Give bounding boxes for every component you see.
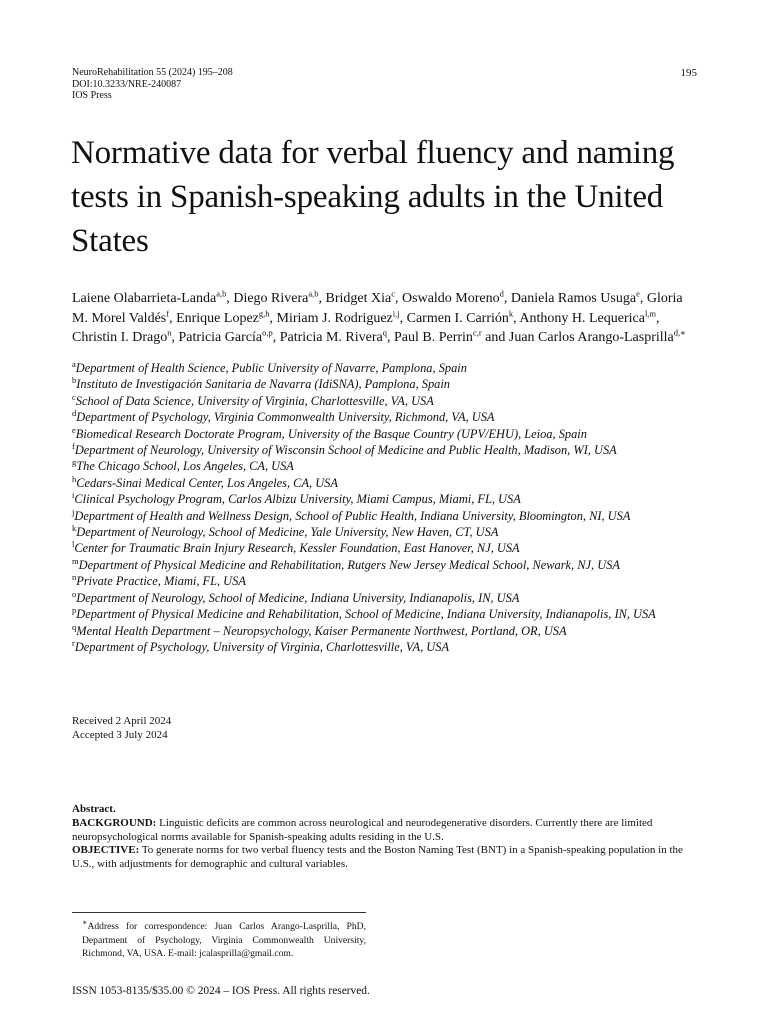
received-date: Received 2 April 2024 [72, 715, 172, 727]
author-name: Enrique Lopez [176, 310, 259, 326]
footnote-text: Address for correspondence: Juan Carlos Arango-Lasprilla, PhD, Department of Psychology, Virginia Commonwealth University, Richmond, VA, USA. E-mail: jcalasprilla@gmail.com. [82, 921, 366, 960]
affiliation-text: Department of Neurology, University of Wisconsin School of Medicine and Public Health, Madison, WI, USA [74, 443, 617, 458]
affiliation-key: g [72, 457, 77, 468]
affiliation-key: n [72, 572, 77, 583]
author-affiliation-marker: i,j [392, 307, 400, 318]
author-affiliation-marker: g,h [258, 307, 270, 318]
affiliation-key: l [72, 539, 75, 550]
affiliation-key: j [72, 506, 75, 517]
author-affiliation-marker: o,p [262, 327, 273, 338]
affiliation-key: r [72, 637, 75, 648]
affiliation [72, 458, 702, 474]
publisher: IOS Press [72, 90, 112, 101]
doi[interactable]: DOI:10.3233/NRE-240087 [72, 78, 182, 90]
background-text: Linguistic deficits are common across neurological and neurodegenerative disorders. Currently there are limited neuropsychological norms available for Spanish-speaking adults residing in the U.S. [72, 816, 653, 843]
footnote-rule [72, 912, 366, 913]
author-name: Christin I. Drago [72, 330, 168, 345]
affiliation-text: Department of Physical Medicine and Rehabilitation, Rutgers New Jersey Medical School, Newark, NJ, USA [78, 557, 620, 572]
affiliation-key: c [72, 391, 76, 402]
affiliation [72, 426, 702, 442]
author-affiliation-marker: e [636, 288, 640, 299]
affiliation [72, 606, 702, 622]
affiliation-key: m [72, 555, 79, 566]
author-affiliation-marker: a,b [216, 288, 227, 299]
background-label: BACKGROUND: [72, 816, 157, 829]
author-name: Gloria M. Morel Valdés [72, 291, 683, 326]
author-affiliation-marker: f [166, 307, 170, 318]
abstract-objective [72, 844, 697, 872]
affiliation-list [72, 360, 702, 655]
affiliation-text: The Chicago School, Los Angeles, CA, USA [76, 459, 294, 474]
author-affiliation-marker: d,∗ [673, 327, 686, 338]
affiliation [72, 442, 702, 458]
author-name: Patricia M. Rivera [279, 330, 383, 345]
affiliation-key: o [72, 588, 77, 599]
author-name: Paul B. Perrin [393, 330, 473, 345]
author-name: Miriam J. Rodriguez [276, 310, 393, 326]
author-name: Daniela Ramos Usuga [510, 291, 637, 306]
affiliation-text: Center for Traumatic Brain Injury Research, Kessler Foundation, East Hanover, NJ, USA [74, 541, 520, 556]
author-list: Laiene Olabarrieta-Landa$^{a,b}$, Diego Rivera$^{a,b}$, Bridget Xia$^c$, Oswaldo Moreno$^d$, Daniela Ramos Usuga$^e$, Gloria M. Morel Valdés$^f$, Enrique Lopez$^{g,h}$, Miriam J. Rodriguez$^{i,j}$, Carmen I. Carrión$^k$, Anthony H. Lequerica$^{l,m}$, Christin I. Drago$^n$, Patricia García$^{o,p}$, Patricia M. Rivera$^q$, Paul B. Perrin$^{c,r}$ and Juan Carlos Arango-Lasprilla$^{d,∗}$ [72, 288, 686, 345]
article-title: Normative data for verbal fluency and naming tests in Spanish-speaking adults in the United States [71, 135, 675, 259]
page-number: 195 [680, 67, 697, 79]
journal-header [72, 67, 233, 102]
affiliation [72, 524, 702, 540]
affiliation [72, 639, 702, 655]
affiliation [72, 508, 702, 524]
author-affiliation-marker: k [508, 307, 514, 318]
author-affiliation-marker: d [499, 288, 504, 299]
abstract-background [72, 817, 697, 845]
author-name: Anthony H. Lequerica [519, 310, 645, 326]
author-name: Laiene Olabarrieta-Landa [72, 291, 217, 306]
copyright-line: ISSN 1053-8135/$35.00 © 2024 – IOS Press. All rights reserved. [72, 985, 370, 997]
affiliation-key: p [72, 604, 77, 615]
author-affiliation-marker: q [382, 327, 387, 338]
affiliation [72, 409, 702, 425]
affiliation-text: Instituto de Investigación Sanitaria de Navarra (IdiSNA), Pamplona, Spain [76, 377, 450, 392]
affiliation [72, 540, 702, 556]
author-affiliation-marker: l,m [644, 307, 657, 318]
affiliation-key: i [72, 490, 75, 501]
author-name: Patricia García [178, 330, 263, 345]
accepted-date: Accepted 3 July 2024 [72, 728, 168, 741]
affiliation-text: Mental Health Department – Neuropsychology, Kaiser Permanente Northwest, Portland, OR, USA [76, 623, 567, 638]
affiliation-key: d [72, 408, 77, 419]
affiliation [72, 557, 702, 573]
abstract-heading: Abstract [72, 803, 113, 815]
abstract: Abstract. BACKGROUND: Linguistic deficits are common across neurological and neurodegenerative disorders. Currently there are limited neuropsychological norms available for Spanish-speaking adults residing in the U.S. OBJECTIVE: To generate norms for two verbal fluency tests and the Boston Naming Test (BNT) in a Spanish-speaking population in the U.S., with adjustments for demographic and cultural variables. [72, 803, 697, 872]
affiliation-text: Department of Health and Wellness Design, School of Public Health, Indiana University, Bloomington, NI, USA [74, 508, 631, 523]
author-name: Juan Carlos Arango-Lasprilla [508, 330, 674, 345]
affiliation-text: Department of Health Science, Public University of Navarre, Pamplona, Spain [75, 361, 467, 375]
affiliation-key: h [72, 473, 77, 484]
affiliation-key: a [72, 358, 76, 369]
affiliation-text: Biomedical Research Doctorate Program, University of the Basque Country (UPV/EHU), Leioa, Spain [75, 426, 587, 441]
affiliation-key: f [72, 440, 75, 451]
footnote-marker: ∗ [82, 918, 88, 927]
author-affiliation-marker: c [391, 288, 396, 299]
affiliation-key: q [72, 621, 77, 632]
correspondence-footnote [72, 916, 366, 961]
affiliation [72, 393, 702, 409]
affiliation-text: Department of Physical Medicine and Rehabilitation, School of Medicine, Indiana University, Indianapolis, IN, USA [76, 607, 656, 622]
affiliation [72, 623, 702, 639]
author-name: Carmen I. Carrión [406, 310, 509, 326]
author-affiliation-marker: c,r [472, 327, 482, 338]
affiliation-key: k [72, 522, 77, 533]
objective-label: OBJECTIVE: [72, 844, 140, 857]
author-name: Bridget Xia [325, 291, 392, 306]
affiliation [72, 491, 702, 507]
author-affiliation-marker: a,b [308, 288, 319, 299]
affiliation [72, 573, 702, 589]
affiliation-text: Department of Psychology, Virginia Commonwealth University, Richmond, VA, USA [76, 410, 495, 425]
journal-citation: NeuroRehabilitation 55 (2024) 195–208 [72, 67, 233, 78]
affiliation-key: b [72, 375, 77, 386]
affiliation-text: Private Practice, Miami, FL, USA [76, 574, 246, 589]
affiliation-text: School of Data Science, University of Virginia, Charlottesville, VA, USA [75, 393, 434, 408]
affiliation-text: Clinical Psychology Program, Carlos Albizu University, Miami Campus, Miami, FL, USA [74, 492, 521, 507]
affiliation [72, 475, 702, 491]
author-name: Diego Rivera [233, 291, 309, 306]
affiliation-text: Cedars-Sinai Medical Center, Los Angeles, CA, USA [76, 475, 338, 490]
article-dates [72, 715, 171, 742]
affiliation-key: e [72, 424, 76, 435]
affiliation [72, 376, 702, 392]
objective-text: To generate norms for two verbal fluency tests and the Boston Naming Test (BNT) in a Spanish-speaking population in the U.S., with adjustments for demographic and cultural variables. [72, 844, 683, 871]
affiliation-text: Department of Psychology, University of Virginia, Charlottesville, VA, USA [74, 639, 450, 654]
affiliation [72, 590, 702, 606]
author-affiliation-marker: n [167, 327, 172, 338]
affiliation [72, 360, 702, 376]
author-name: Oswaldo Moreno [402, 291, 500, 306]
affiliation-text: Department of Neurology, School of Medicine, Indiana University, Indianapolis, IN, USA [76, 590, 520, 605]
affiliation-text: Department of Neurology, School of Medicine, Yale University, New Haven, CT, USA [76, 525, 499, 540]
